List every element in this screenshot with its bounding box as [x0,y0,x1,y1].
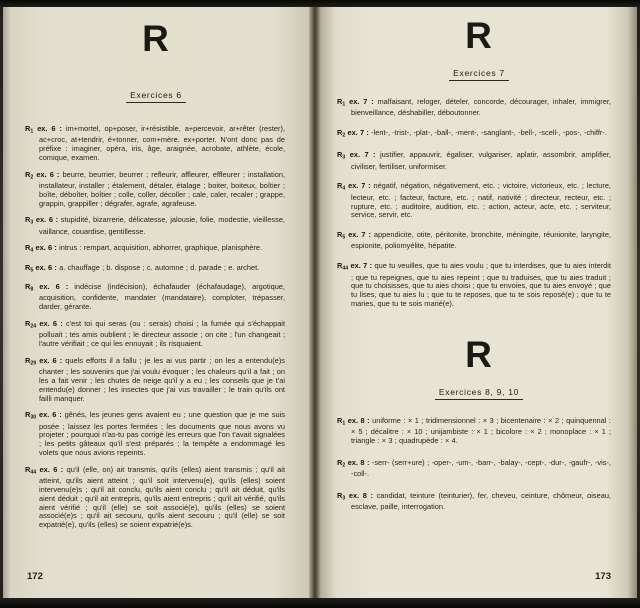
answer-entry [25,466,285,530]
answer-entry [337,492,611,512]
answer-ref: $R_3$ ex. 8 : [337,490,373,502]
answer-entry [25,411,285,457]
answer-text: que tu veuilles, que tu aies voulu ; que tu interdises, que tu aies interdit ; que tu repeignes, que tu aies repeint ; que tu traduises, que tu aies traduit ; que tu choisisses, que tu aies choisi ; que tu envoies, que tu aies envoyé ; que tu lises, que tu aies lu ; que tu te reposes, que tu te sois reposé(e) ; que tu te maries, que tu te sois marié(e). [351,261,611,308]
answer-entry [337,262,611,308]
answer-entry [337,417,611,446]
answer-ref: $R_{30}$ ex. 6 : [25,410,62,421]
answer-ref: $R_{29}$ ex. 6 : [25,355,63,367]
answer-ref: $R_{44}$ ex. 6 : [25,464,64,476]
answer-entry [25,320,285,349]
answer-entry [337,151,611,171]
answer-text: appendicite, otite, péritonite, bronchite, méningite, réunionite, laryngite, espionite, poliomyélite, hépatite. [351,230,611,251]
answer-ref: $R_8$ ex. 6 : [25,282,69,293]
right-page [321,7,637,598]
answer-text: candidat, teinture (teinturier), fer, cheveu, ceinture, chômeur, oiseau, esclave, paille, interrogation. [351,490,611,512]
answer-entry [25,264,285,275]
answer-ref: $R_3$ ex. 6 : [25,215,59,226]
section-title: Exercices 8, 9, 10 [321,382,637,400]
answer-ref: $R_{44}$ ex. 7 : [337,261,373,272]
left-page-content [3,103,309,530]
answer-ref: $R_4$ ex. 7 : [337,181,371,192]
answer-ref: $R_1$ ex. 7 : [337,97,374,108]
answer-entry [337,129,611,140]
answer-text: a. chauffage ; b. dispose ; c. automne ; d. parade ; e. archet. [59,262,260,272]
answer-ref: $R_2$ ex. 8 : [337,457,370,469]
answer-text: négatif, négation, négativement, etc. ; victoire, victorieux, etc. ; lecture, lecteur, etc. ; facteur, facture, etc. ; natif, nativité ; directeur, recteur, etc. ; rupture, etc. ; auditoire, audition, etc. ; action, acteur, acte, etc. ; serviteur, service, servir, etc. [351,181,611,220]
answer-text: uniforme : × 1 ; tridimensionnel : × 3 ; bicentenaire : × 2 ; quinquennal : × 5 ; décalitre : × 10 ; unijambiste : × 1 ; bicolore : × 2 ; monoplace : × 1 ; triangle : × 3 ; quadrupède : × 4. [351,415,611,445]
answer-ref: $R_4$ ex. 6 : [25,243,57,254]
answer-text: indécise (indécision), échafauder (échafaudage), argotique, acquisition, confidente, mandater (mandataire), comploter, trépasser, darder, gérante. [39,282,285,312]
answer-ref: $R_3$ ex. 7 : [337,150,376,161]
answer-ref: $R_{24}$ ex. 6 : [25,318,63,330]
answer-text: gênés, les jeunes gens avaient eu ; une question que je me suis posée ; laissez les portes fermées ; les documents que nous avons vu projeter ; pourquoi n'as-tu pas corrigé les erreurs que l'on t'avait signalées ; les petits gâteaux qu'il s'est préparés ; la tempête a endommagé les volets que nous avions repeints. [39,410,285,458]
answer-entry [25,216,285,236]
answer-text: justifier, appauvrir, égaliser, vulgariser, aplatir, assombrir, amplifier, civiliser, fertiliser, uniformiser. [351,150,611,171]
answer-text: quels efforts il a fallu ; je les ai vus partir ; on les a entendu(e)s chanter ; les souvenirs que j'ai voulu évoquer ; les chaleurs qu'il a fait ; on les a fait venir ; les chutes de neige qu'il y a eu ; les conseils que je t'ai entendu(e) donner ; les insectes que j'ai vus travailler ; le train qu'ils ont failli manquer. [39,355,285,403]
answer-entry [25,283,285,312]
left-page [3,7,309,598]
answer-ref: $R_5$ ex. 7 : [337,230,371,241]
right-page-content-top [321,81,637,309]
answer-text: qu'il (elle, on) ait transmis, qu'ils (elles) aient transmis ; qu'il ait atteint, qu'ils aient atteint ; qu'il soit intervenu(e), qu'ils (elles) soient intervenu(e)s ; qu'il ait conclu, qu'ils aient conclu ; qu'il ait déduit, qu'ils aient déduit ; qu'il ait entrepris, qu'ils aient entrepris ; qu'il ait vérifié, qu'ils aient vérifié ; qu'il (elle) se soit associé(e), qu'ils (elles) se soient associé(e)s ; qu'il ait secouru, qu'ils aient secouru ; qu'il (elle) se soit expatrié(e), qu'ils (elles) se soient expatrié(e)s. [39,464,285,530]
page-number: 173 [595,571,611,582]
answer-entry [337,98,611,118]
section-letter-heading: R [142,18,170,59]
answer-text: stupidité, bizarrerie, délicatesse, jalousie, folie, modestie, vieillesse, vaillance, couardise, gentillesse. [39,215,285,236]
answer-entry [25,357,285,403]
answer-ref: $R_5$ ex. 6 : [25,262,57,274]
answer-ref: $R_1$ ex. 6 : [25,124,62,135]
section-title: Exercices 7 [321,63,637,81]
answer-ref: $R_2$ ex. 7 : [337,128,369,139]
section-letter-heading: R [465,15,493,56]
answer-text: intrus : rempart, acquisition, abhorrer, graphique, planisphère. [59,243,263,253]
answer-text: im+mortel, op+poser, ir+résistible, a+percevoir, ar+rêter (rester), ac+croc, at+tendrir, é+tonner, com+mère, ex+porter. N'ont donc pas de préfixe : imaginer, opéra, iris, âge, araignée, acrobate, athlète, école, comique, examen. [39,124,285,162]
answer-entry [25,125,285,163]
answer-ref: $R_1$ ex. 8 : [337,415,370,427]
answer-text: beurre, beurrier, beurrer ; refleurir, affleurer, effleurer ; installation, installateur, installer ; étalement, détaler, étalage ; boiter, boiteux, boîtier ; boîte, déboîter, boîtier ; colle, coller, décoller ; cale, caler, recaler ; grappe, grappin, grappiller ; dégrafer, agrafe, agrafeuse. [39,169,286,208]
answer-entry [25,171,285,209]
answer-entry [337,459,611,479]
answer-text: c'est toi qui seras (ou : serais) choisi ; la fumée qui s'échappait polluait ; tes amis oublient ; le directeur associe ; on cite ; l'un changeait ; l'autre vérifiait ; ce qui les ennuyait ; ils risquaient. [39,318,285,349]
book-gutter [309,7,321,598]
page-number: 172 [27,571,43,582]
answer-text: malfaisant, reloger, dételer, concorde, décourager, inhaler, immigrer, bienveillance, déshabiller, déboutonner. [351,97,611,118]
answer-text: -serr- (serr+ure) ; -oper-, -um-, -barr-, -balay-, -cept-, -dur-, -gaufr-, -vis-, -coll-. [351,457,611,478]
page-spread [3,7,637,598]
answer-entry [25,244,285,255]
answer-entry [337,231,611,251]
answer-entry [337,182,611,220]
right-page-content-bottom [321,400,637,512]
answer-text: -lent-, -trist-, -plat-, -ball-, -ment-, -sanglant-, -bell-, -scell-, -pos-, -chiffr-. [371,128,607,138]
section-title: Exercices 6 [3,85,309,103]
answer-ref: $R_2$ ex. 6 : [25,169,60,181]
section-letter-heading: R [465,333,493,375]
